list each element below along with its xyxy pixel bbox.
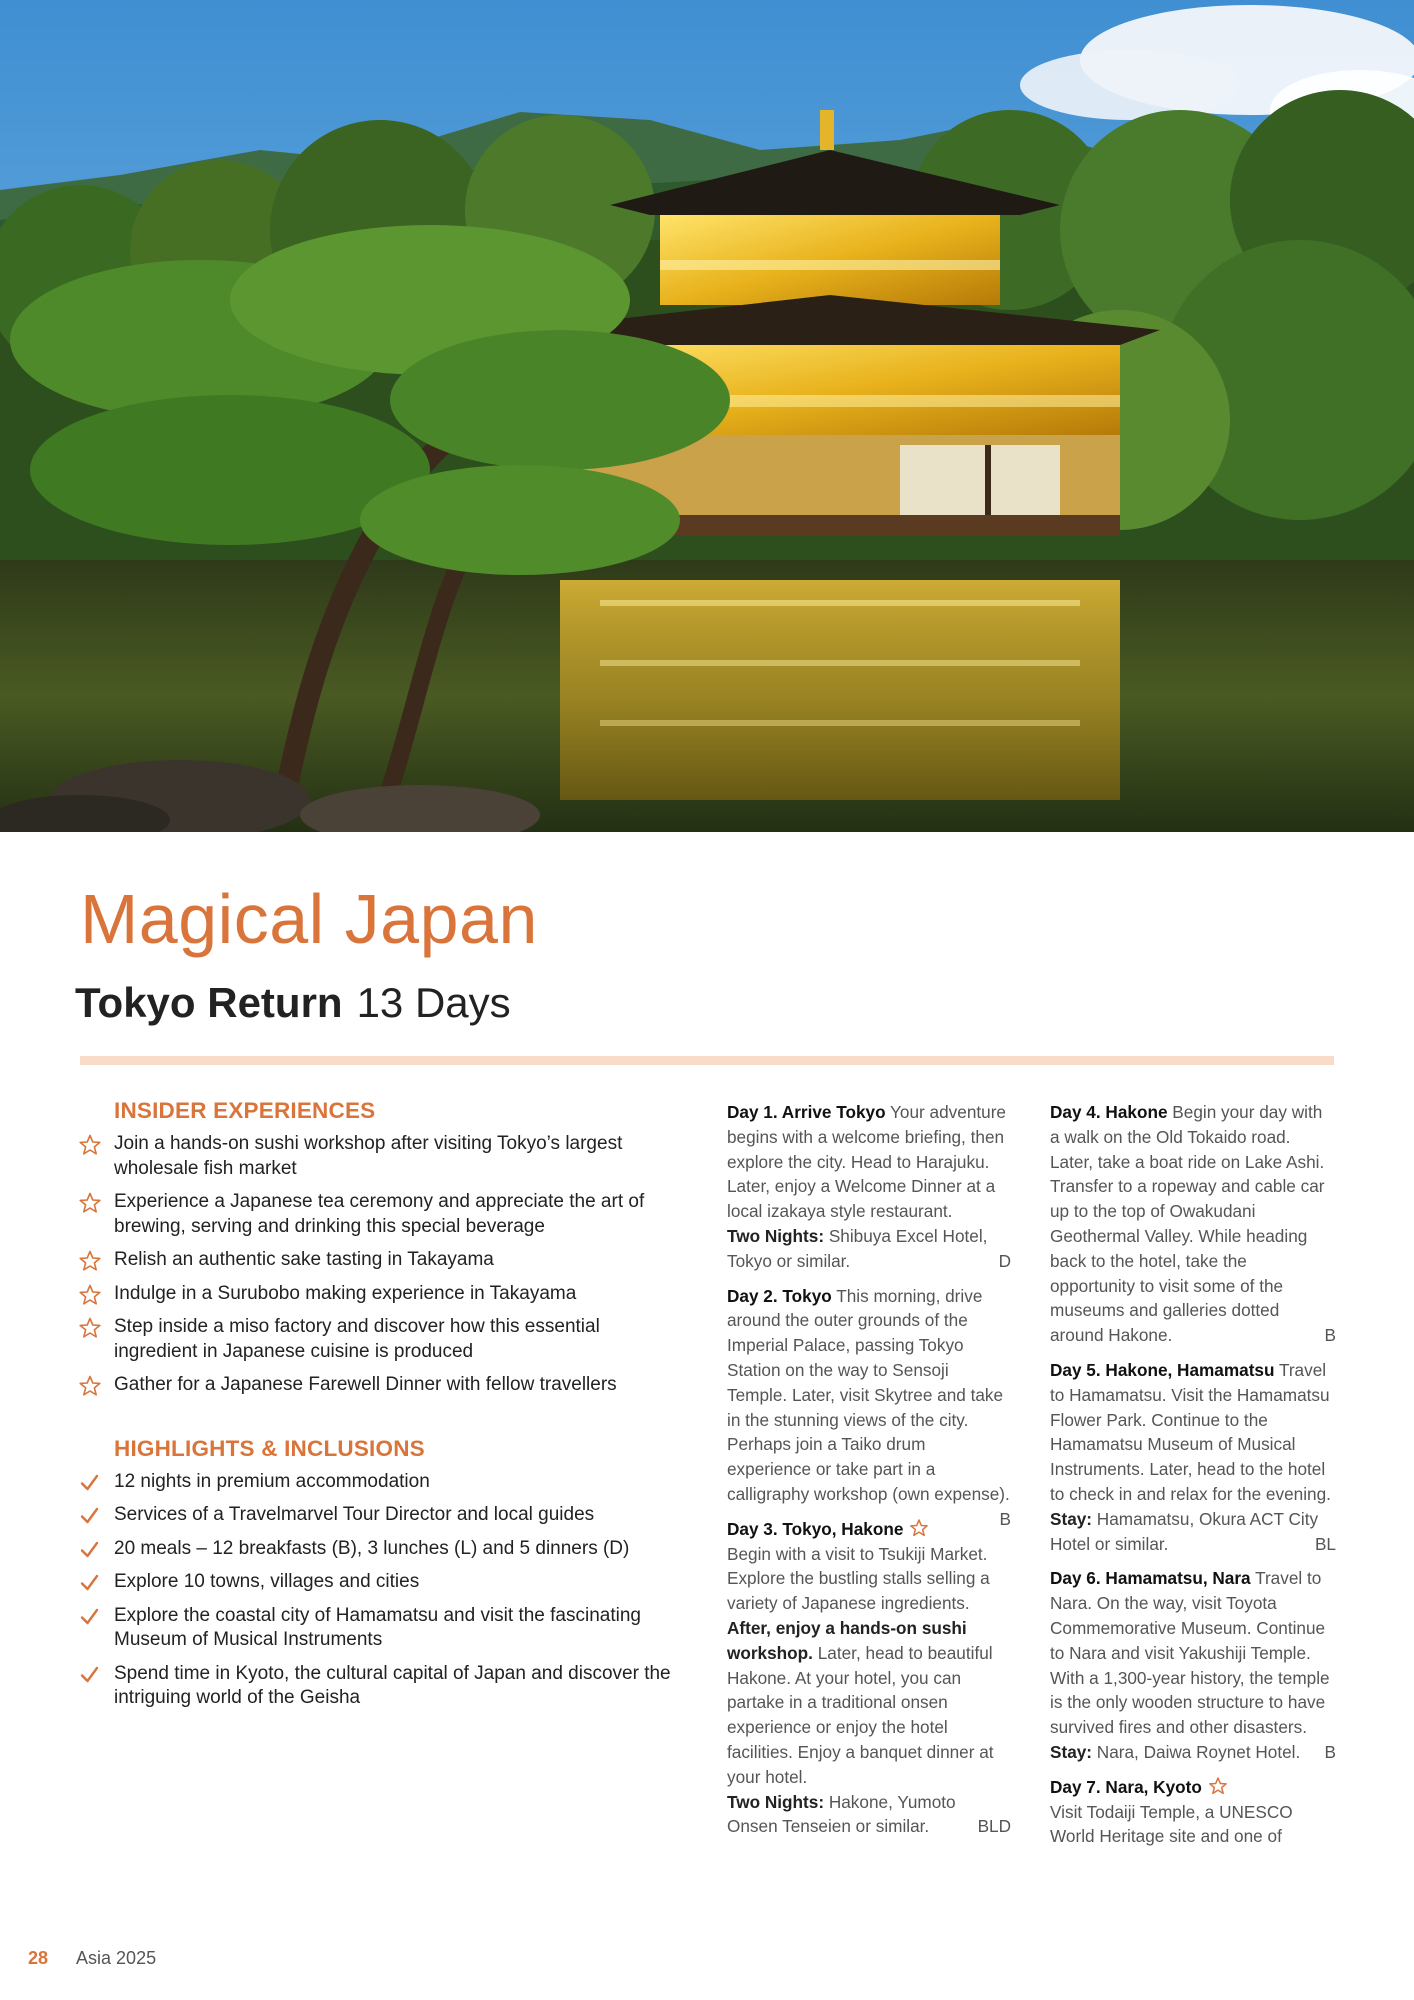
day-text: Travel to Nara. On the way, visit Toyota Commemorative Museum. Continue to Nara and visit Yakushiji Temple. With a 1,300-year history, the temple is the only wooden structure to have survived fires and other disasters.: [1050, 1568, 1330, 1738]
star-outline-icon: [78, 1374, 102, 1398]
page-title: Magical Japan: [80, 880, 538, 958]
list-item-text: Join a hands-on sushi workshop after visiting Tokyo’s largest wholesale fish market: [114, 1133, 623, 1179]
day-text: Travel to Hamamatsu. Visit the Hamamatsu Flower Park. Continue to the Hamamatsu Museum of Musical Instruments. Later, head to the hotel to check in and relax for the evening.: [1050, 1359, 1331, 1504]
day-title: Day 6. Hamamatsu, Nara: [1050, 1568, 1251, 1589]
list-item: [78, 1282, 678, 1307]
list-item: [78, 1470, 678, 1495]
list-item: [78, 1248, 678, 1273]
golden-pavilion-photo: [0, 0, 1414, 832]
day-text: Later, head to beautiful Hakone. At your hotel, you can partake in a traditional onsen experience or enjoy the hotel facilities. Enjoy a banquet dinner at your hotel.: [727, 1642, 994, 1787]
stay-label: Two Nights:: [727, 1225, 825, 1246]
star-outline-icon: [78, 1133, 102, 1157]
star-outline-icon: [909, 1518, 929, 1538]
day-title: Day 3. Tokyo, Hakone: [727, 1518, 904, 1539]
itinerary-day-4: [1050, 1100, 1336, 1348]
left-column: [78, 1098, 678, 1720]
list-item: [78, 1132, 678, 1181]
list-item-text: Explore 10 towns, villages and cities: [114, 1571, 420, 1592]
day-text: Visit Todaiji Temple, a UNESCO World Heritage site and one of: [1050, 1801, 1293, 1847]
day-text: This morning, drive around the outer grounds of the Imperial Palace, passing Tokyo Station on the way to Sensoji Temple. Later, visit Skytree and take in the stunning views of the city. Perhaps join a Taiko drum experience or take part in a calligraphy workshop (own expense).: [727, 1285, 1010, 1504]
hero-photo: [0, 0, 1414, 832]
stay-text: Nara, Daiwa Roynet Hotel.: [1092, 1741, 1301, 1762]
stay-text: Shibuya Excel Hotel, Tokyo or similar.: [727, 1225, 988, 1271]
list-item-text: Step inside a miso factory and discover how this essential ingredient in Japanese cuisine is produced: [114, 1316, 600, 1362]
meal-code: B: [1324, 1325, 1336, 1346]
list-item: [78, 1190, 678, 1239]
day-title: Day 7. Nara, Kyoto: [1050, 1776, 1202, 1797]
page-number: 28: [28, 1948, 49, 1968]
checkmark-icon: [78, 1504, 102, 1528]
list-item-text: Relish an authentic sake tasting in Takayama: [114, 1249, 494, 1270]
meal-code: BL: [1314, 1533, 1336, 1554]
itinerary-day-3: [727, 1517, 1011, 1839]
star-outline-icon: [78, 1191, 102, 1215]
day-title: Day 1. Arrive Tokyo: [727, 1102, 886, 1122]
itinerary-day-7: [1050, 1775, 1336, 1849]
section-divider: [80, 1056, 1334, 1065]
day-title: Day 5. Hakone, Hamamatsu: [1050, 1359, 1275, 1380]
publication-name: Asia 2025: [76, 1948, 157, 1968]
itinerary-day-1: [727, 1100, 1011, 1274]
checkmark-icon: [78, 1605, 102, 1629]
list-item: [78, 1662, 678, 1711]
meal-code: B: [999, 1508, 1011, 1529]
itinerary-day-6: [1050, 1566, 1336, 1764]
stay-label: Stay:: [1050, 1508, 1093, 1529]
day-text-highlight: After, enjoy a hands-on sushi workshop.: [727, 1617, 967, 1663]
tour-subtitle: [75, 979, 511, 1026]
day-text: Begin with a visit to Tsukiji Market. Explore the bustling stalls selling a variety of Japanese ingredients.: [727, 1543, 990, 1614]
list-item-text: Spend time in Kyoto, the cultural capital of Japan and discover the intriguing world of the Geisha: [114, 1662, 671, 1708]
insider-heading: INSIDER EXPERIENCES: [114, 1098, 376, 1123]
star-outline-icon: [78, 1316, 102, 1340]
list-item: [78, 1315, 678, 1364]
stay-label: Stay:: [1050, 1741, 1093, 1762]
stay-text: Hakone, Yumoto Onsen Tenseien or similar.: [727, 1791, 956, 1837]
itinerary-day-5: [1050, 1358, 1336, 1556]
list-item: [78, 1503, 678, 1528]
star-outline-icon: [78, 1283, 102, 1307]
list-item: [78, 1373, 678, 1398]
highlights-list: [78, 1470, 678, 1711]
list-item: [78, 1604, 678, 1653]
itinerary-column-2: [1050, 1100, 1336, 1859]
tour-duration: 13 Days: [356, 979, 511, 1026]
day-text: Your adventure begins with a welcome briefing, then explore the city. Head to Harajuku. Later, enjoy a Welcome Dinner at a local izakaya style restaurant.: [727, 1102, 1006, 1222]
meal-code: B: [1324, 1741, 1336, 1762]
stay-text: Hamamatsu, Okura ACT City Hotel or similar.: [1050, 1508, 1319, 1554]
meal-code: D: [998, 1250, 1011, 1271]
itinerary-column-1: [727, 1100, 1011, 1849]
checkmark-icon: [78, 1663, 102, 1687]
tour-route: Tokyo Return: [75, 979, 343, 1026]
list-item: [78, 1537, 678, 1562]
checkmark-icon: [78, 1538, 102, 1562]
list-item-text: 12 nights in premium accommodation: [114, 1470, 430, 1492]
list-item-text: Gather for a Japanese Farewell Dinner with fellow travellers: [114, 1374, 617, 1395]
day-title: Day 4. Hakone: [1050, 1102, 1168, 1122]
insider-list: [78, 1132, 678, 1398]
checkmark-icon: [78, 1571, 102, 1595]
list-item-text: 20 meals – 12 breakfasts (B), 3 lunches (L) and 5 dinners (D): [114, 1537, 630, 1559]
meal-code: BLD: [977, 1816, 1011, 1837]
list-item-text: Experience a Japanese tea ceremony and appreciate the art of brewing, serving and drinking this special beverage: [114, 1191, 645, 1237]
list-item-text: Indulge in a Surubobo making experience in Takayama: [114, 1282, 577, 1304]
checkmark-icon: [78, 1471, 102, 1495]
day-text: Begin your day with a walk on the Old Tokaido road. Later, take a boat ride on Lake Ashi. Transfer to a ropeway and cable car up to the top of Owakudani Geothermal Valley. While heading back to the hotel, take the opportunity to visit some of the museums and galleries dotted around Hakone.: [1050, 1102, 1325, 1346]
list-item-text: Explore the coastal city of Hamamatsu and visit the fascinating Museum of Musical Instruments: [114, 1604, 641, 1650]
stay-label: Two Nights:: [727, 1791, 825, 1812]
highlights-heading: HIGHLIGHTS & INCLUSIONS: [114, 1435, 425, 1461]
day-title: Day 2. Tokyo: [727, 1285, 832, 1306]
page-footer: [28, 1948, 156, 1969]
list-item-text: Services of a Travelmarvel Tour Director and local guides: [114, 1504, 595, 1525]
star-outline-icon: [1208, 1776, 1228, 1796]
star-outline-icon: [78, 1249, 102, 1273]
list-item: [78, 1570, 678, 1595]
